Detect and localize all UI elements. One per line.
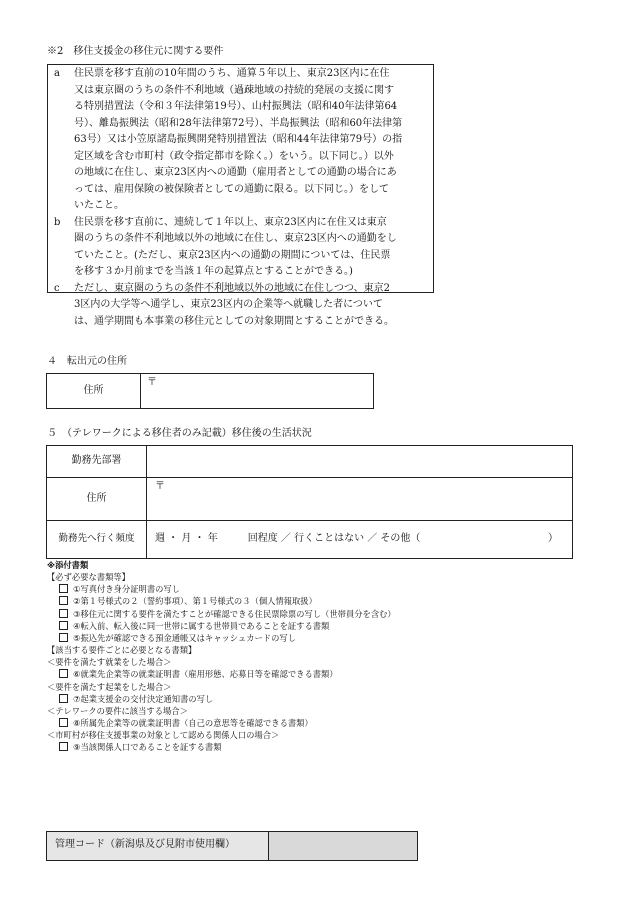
checkbox-icon[interactable] <box>59 596 68 605</box>
dept-label: 勤務先部署 <box>47 446 147 477</box>
frequency-close-paren: ） <box>548 533 558 545</box>
checkbox-icon[interactable] <box>59 718 68 727</box>
work-address-field[interactable] <box>147 478 572 520</box>
attachment-line: ⑧所属先企業等の就業証明書（自己の意思等を確認できる書類） <box>47 717 396 729</box>
requirement-letter: c <box>54 282 60 294</box>
management-code-label: 管理コード（新潟県及び見附市使用欄） <box>47 832 269 860</box>
attachment-line: 【該当する要件ごとに必要となる書類】 <box>47 645 197 656</box>
section5-heading: ５ （テレワークによる移住者のみ記載）移住後の生活状況 <box>47 428 312 439</box>
attachment-line: ④転入前、転入後に同一世帯に属する世帯員であることを証する書類 <box>47 620 396 632</box>
attachment-line: ＜市町村が移住支援事業の対象として認める関係人口の場合＞ <box>47 730 280 741</box>
requirements-box <box>47 64 434 327</box>
attachments-heading: ※添付書類 <box>47 560 89 570</box>
checkbox-icon[interactable] <box>59 742 68 751</box>
work-address-label: 住所 <box>47 478 147 520</box>
attachment-line: ⑤振込先が確認できる預金通帳又はキャッシュカードの写し <box>47 632 396 644</box>
origin-address-field[interactable] <box>141 374 373 408</box>
frequency-row <box>47 521 572 558</box>
attachment-line: ⑨当該関係人口であることを証する書類 <box>47 741 396 753</box>
frequency-field[interactable] <box>147 521 572 558</box>
requirement-letter: b <box>54 216 61 228</box>
checkbox-icon[interactable] <box>59 694 68 703</box>
checkbox-icon[interactable] <box>59 669 68 678</box>
requirement-item-a <box>54 66 429 215</box>
attachment-line: ①写真付き身分証明書の写し <box>47 583 396 595</box>
attachment-line: ⑥就業先企業等の就業証明書（雇用形態、応募日等を確認できる書類） <box>47 668 396 680</box>
checkbox-icon[interactable] <box>59 609 68 618</box>
attachments-list <box>47 559 396 754</box>
requirement-text: ただし、東京圏のうちの条件不利地域以外の地域に在住しつつ、東京2 3区内の大学等へ通学し、東京23区内の企業等へ就職した者について は、通学期間も本事業の移住元としての対象期間とすることができる。 <box>74 282 394 327</box>
checkbox-icon[interactable] <box>59 633 68 642</box>
section2-heading: ※2 移住支援金の移住元に関する要件 <box>47 46 224 57</box>
attachment-line: ＜要件を満たす就業をした場合＞ <box>47 657 172 668</box>
checkbox-icon[interactable] <box>59 584 68 593</box>
origin-address-table <box>46 373 374 409</box>
dept-field[interactable] <box>147 446 572 477</box>
living-status-table <box>46 445 573 559</box>
attachment-line: ＜テレワークの要件に該当する場合＞ <box>47 705 188 716</box>
management-code-field[interactable] <box>269 832 417 860</box>
attachment-line: ②第１号様式の２（誓約事項）、第１号様式の３（個人情報取扱） <box>47 595 396 607</box>
attachment-line: ⑦起業支援金の交付決定通知書の写し <box>47 693 396 705</box>
requirement-text: 住民票を移す直前の10年間のうち、通算５年以上、東京23区内に在住 又は東京圏のうちの条件不利地域（過疎地域の持続的発展の支援に関す る特別措置法（令和３年法律第19号）、山村振興法（昭和40年法律第64 号）、離島振興法（昭和28年法律第72号）、半島振興法（昭和60年法律第 63号）又は小笠原諸島振興開発特別措置法（昭和44年法律第79号）の指 定区域を含む市町村（政令指定都市を除く。）をいう。以下同じ。）以外 の地域に在住し、東京23区内への通勤（雇用者としての通勤の場合にあ っては、雇用保険の被保険者としての通勤に限る。以下同じ。）をして いたこと。 <box>74 68 403 211</box>
work-address-row <box>47 478 572 521</box>
requirement-item-c <box>54 281 429 331</box>
section4-heading: ４ 転出元の住所 <box>47 356 127 367</box>
checkbox-icon[interactable] <box>59 621 68 630</box>
dept-row <box>47 446 572 478</box>
frequency-options: 週 ・ 月 ・ 年 回程度 ／ 行くことはない ／ その他（ <box>155 533 421 545</box>
requirement-letter: a <box>54 68 60 79</box>
frequency-label: 勤務先へ行く頻度 <box>47 521 147 558</box>
origin-address-label: 住所 <box>47 374 141 408</box>
postal-mark: 〒 <box>147 377 157 388</box>
postal-mark: 〒 <box>155 481 165 492</box>
requirement-text: 住民票を移す直前に、連続して１年以上、東京23区内に在住又は東京 圏のうちの条件不利地域以外の地域に在住し、東京23区内への通勤をし ていたこと。(ただし、東京23区内への通勤の期間については、住民票 を移す３か月前までを当該１年の起算点とすることができる。) <box>74 216 397 277</box>
attachment-line: 【必ず必要な書類等】 <box>47 572 130 583</box>
requirement-item-b <box>54 215 429 281</box>
attachment-line: ③移住元に関する要件を満たすことが確認できる住民票除票の写し（世帯員分を含む） <box>47 608 396 620</box>
management-code-table <box>46 831 418 861</box>
attachment-line: ＜要件を満たす起業をした場合＞ <box>47 681 172 692</box>
